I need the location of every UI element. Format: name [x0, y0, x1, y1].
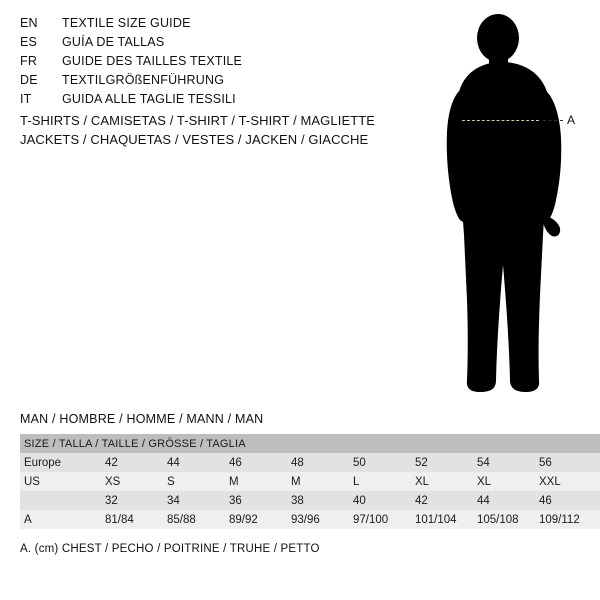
category-jackets: JACKETS / CHAQUETAS / VESTES / JACKEN / GIACCHE: [20, 132, 369, 147]
chest-leader-line: [543, 120, 563, 121]
table-cell: M: [229, 472, 291, 491]
table-cell: 89/92: [229, 510, 291, 529]
table-cell: 48: [291, 453, 353, 472]
table-row: [20, 491, 600, 510]
legend-row: [20, 92, 400, 111]
table-row: [20, 453, 600, 472]
legend-language-code: EN: [20, 16, 38, 30]
size-table-area: [20, 412, 580, 555]
table-cell: 46: [229, 453, 291, 472]
table-cell: S: [167, 472, 229, 491]
language-legend: [20, 16, 400, 111]
table-cell: 38: [291, 491, 353, 510]
table-header-row: [20, 434, 600, 453]
table-cell: XL: [415, 472, 477, 491]
table-cell: 32: [105, 491, 167, 510]
legend-language-code: DE: [20, 73, 38, 87]
category-tshirts: T-SHIRTS / CAMISETAS / T-SHIRT / T-SHIRT / MAGLIETTE: [20, 113, 376, 128]
table-cell: 44: [167, 453, 229, 472]
table-cell: 109/112: [539, 510, 600, 529]
legend-language-text: GUIDE DES TAILLES TEXTILE: [62, 54, 243, 68]
legend-language-code: FR: [20, 54, 38, 68]
table-cell: XL: [477, 472, 539, 491]
garment-categories: [20, 111, 420, 149]
table-cell: 85/88: [167, 510, 229, 529]
row-label: A: [20, 510, 105, 529]
legend-language-text: TEXTILGRÖßENFÜHRUNG: [62, 73, 225, 87]
table-title-man: MAN / HOMBRE / HOMME / MANN / MAN: [20, 412, 264, 426]
table-cell: 44: [477, 491, 539, 510]
legend-row: [20, 16, 400, 35]
table-cell: M: [291, 472, 353, 491]
table-cell: 42: [415, 491, 477, 510]
legend-row: [20, 35, 400, 54]
table-cell: 52: [415, 453, 477, 472]
table-row: [20, 472, 600, 491]
table-cell: L: [353, 472, 415, 491]
legend-row: [20, 73, 400, 92]
legend-language-text: GUIDA ALLE TAGLIE TESSILI: [62, 92, 236, 106]
chest-measure-label: A: [567, 113, 576, 127]
legend-language-code: IT: [20, 92, 32, 106]
table-cell: XXL: [539, 472, 600, 491]
chest-measurement-line: [462, 120, 539, 121]
table-cell: 40: [353, 491, 415, 510]
table-cell: 54: [477, 453, 539, 472]
table-cell: 36: [229, 491, 291, 510]
row-label: Europe: [20, 453, 105, 472]
table-cell: 101/104: [415, 510, 477, 529]
legend-language-code: ES: [20, 35, 38, 49]
table-cell: XS: [105, 472, 167, 491]
table-cell: 81/84: [105, 510, 167, 529]
table-cell: 42: [105, 453, 167, 472]
row-label: US: [20, 472, 105, 491]
table-header-cell: SIZE / TALLA / TAILLE / GRÖSSE / TAGLIA: [20, 434, 600, 453]
table-cell: 46: [539, 491, 600, 510]
table-row: [20, 510, 600, 529]
table-cell: 97/100: [353, 510, 415, 529]
male-figure-illustration: [410, 10, 600, 400]
legend-language-text: TEXTILE SIZE GUIDE: [62, 16, 191, 30]
row-label: [20, 491, 105, 510]
size-table: [20, 434, 600, 529]
table-cell: 105/108: [477, 510, 539, 529]
table-cell: 50: [353, 453, 415, 472]
legend-language-text: GUÍA DE TALLAS: [62, 35, 165, 49]
table-cell: 34: [167, 491, 229, 510]
table-cell: 93/96: [291, 510, 353, 529]
table-footnote: A. (cm) CHEST / PECHO / POITRINE / TRUHE / PETTO: [20, 543, 320, 555]
legend-row: [20, 54, 400, 73]
table-cell: 56: [539, 453, 600, 472]
male-silhouette-icon: [410, 10, 600, 400]
